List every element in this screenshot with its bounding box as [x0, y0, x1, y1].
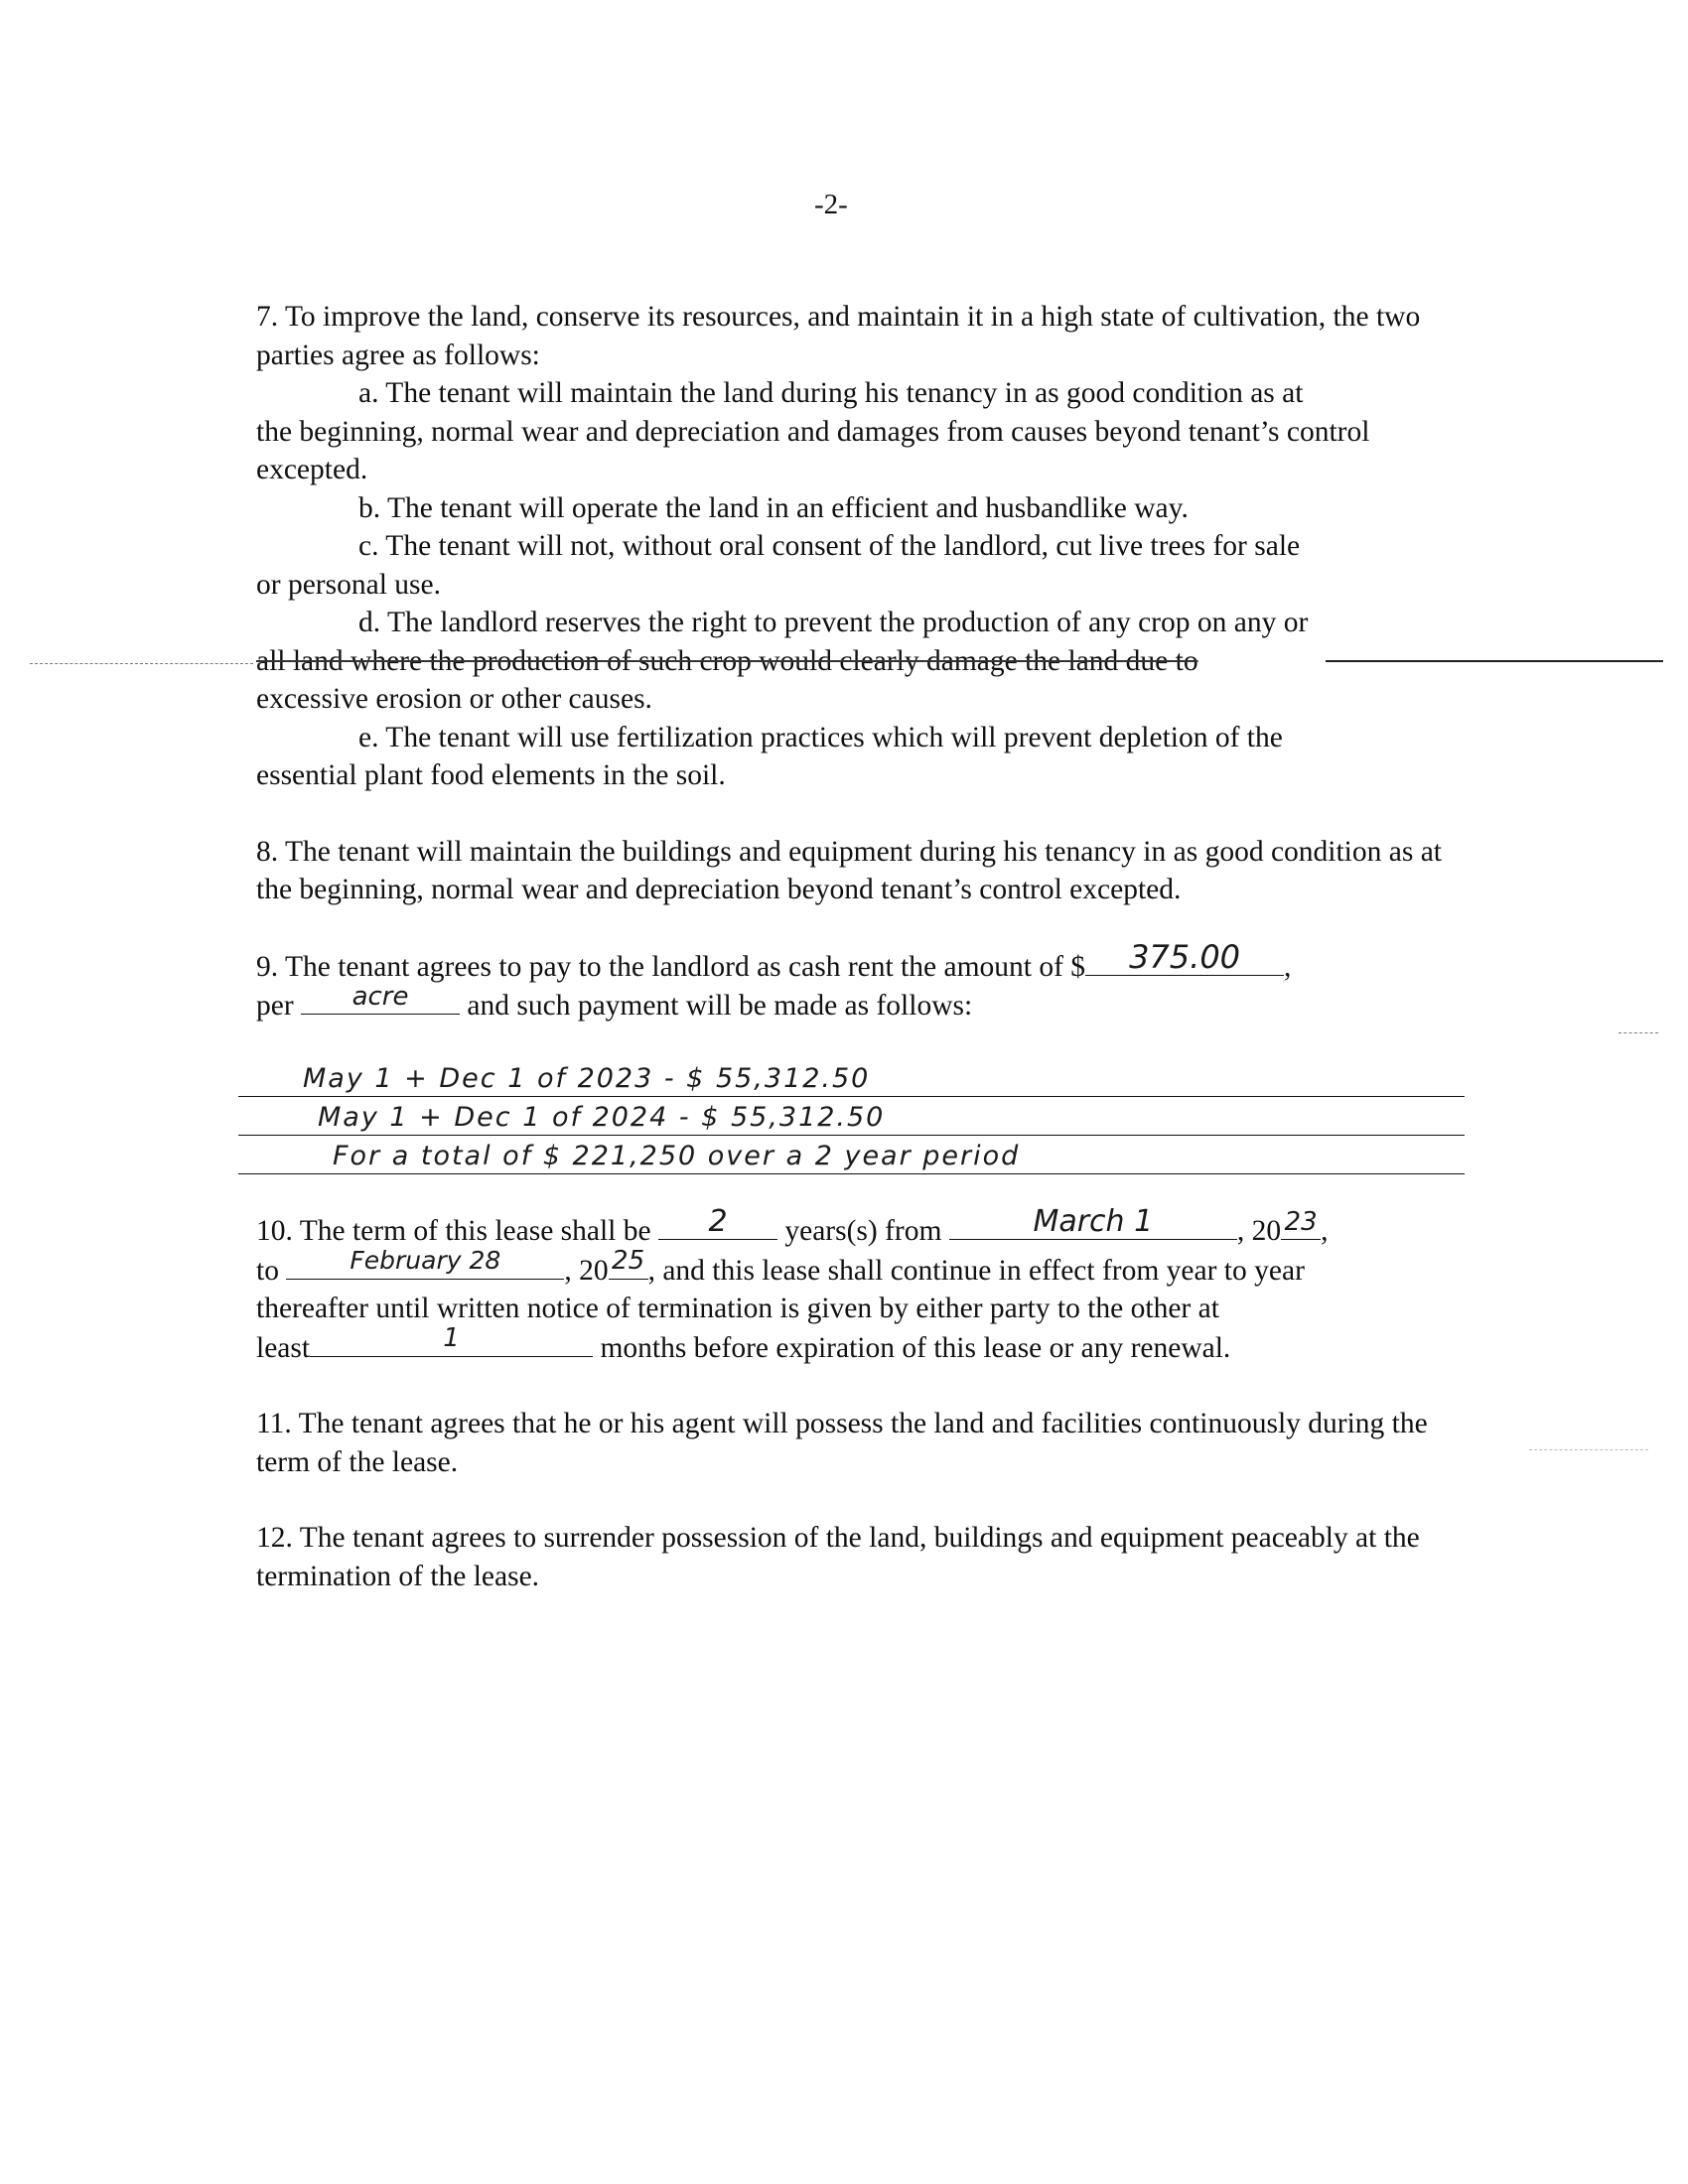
- clause-7e-line1: e. The tenant will use fertilization practices which will prevent depletion of the: [358, 721, 1283, 753]
- section-9-lead: 9. The tenant agrees to pay to the landlord as cash rent the amount of $: [256, 950, 1086, 983]
- rent-unit-value: acre: [352, 981, 409, 1012]
- clause-7d-line3: excessive erosion or other causes.: [256, 683, 652, 715]
- payment-line-2[interactable]: [238, 1099, 1465, 1136]
- rent-unit-field[interactable]: [301, 981, 460, 1015]
- clause-7d-line2-struck: all land where the production of such crop would clearly damage the land due to: [256, 644, 1198, 677]
- clause-7e-line2: essential plant food elements in the soil.: [256, 759, 726, 791]
- term-years-field[interactable]: [658, 1203, 777, 1240]
- rent-amount-field[interactable]: [1085, 938, 1284, 976]
- start-date-field[interactable]: [949, 1203, 1237, 1240]
- section-7-intro: 7. To improve the land, conserve its resources, and maintain it in a high state of cultivation, the two parties agree as follows:: [256, 301, 1421, 371]
- payment-line-3-text: For a total of $ 221,250 over a 2 year period: [333, 1141, 1021, 1171]
- start-date-value: March 1: [1033, 1203, 1154, 1239]
- payment-line-3[interactable]: [238, 1138, 1465, 1174]
- per-label: per: [256, 990, 294, 1022]
- continuation-text: , and this lease shall continue in effect from year to year: [647, 1254, 1305, 1287]
- clause-7c-line2: or personal use.: [256, 568, 441, 601]
- termination-notice-text: thereafter until written notice of termination is given by either party to the other at: [256, 1293, 1219, 1324]
- payment-line-1[interactable]: [238, 1060, 1465, 1097]
- payment-line-1-text: May 1 + Dec 1 of 2023 - $ 55,312.50: [303, 1063, 871, 1094]
- notice-months-field[interactable]: [310, 1323, 593, 1357]
- to-label: to: [256, 1254, 279, 1287]
- scan-mark-right-3: [1529, 1449, 1648, 1450]
- section-7: [256, 298, 1458, 795]
- start-year-value: 23: [1284, 1206, 1318, 1237]
- clause-7a-line1: a. The tenant will maintain the land during his tenancy in as good condition as at: [358, 377, 1304, 409]
- months-before-text: months before expiration of this lease or any renewal.: [600, 1331, 1231, 1364]
- section-12: 12. The tenant agrees to surrender possession of the land, buildings and equipment peaceably at the termination of the lease.: [256, 1522, 1420, 1592]
- clause-7b: b. The tenant will operate the land in an efficient and husbandlike way.: [358, 491, 1189, 524]
- section-11: 11. The tenant agrees that he or his agent will possess the land and facilities continuously during the term of the lease.: [256, 1408, 1428, 1478]
- end-year-value: 25: [612, 1246, 645, 1276]
- lease-page-body: [256, 298, 1458, 1025]
- lease-page-body-lower: [256, 1203, 1458, 1595]
- clause-7a-line2: the beginning, normal wear and depreciation and damages from causes beyond tenant’s control excepted.: [256, 415, 1370, 485]
- section-10: 10. The term of this lease shall be 2 years(s) from March 1 , 20 23 , to February 28 , 20 25 , and this lease shall continue in effect from year to year thereafter until written notice of termination is given by either party to the other at least 1 months before expiration of this lease or any renewal.: [256, 1211, 1458, 1367]
- end-year-prefix: , 20: [564, 1254, 609, 1287]
- clause-7d-line1: d. The landlord reserves the right to prevent the production of any crop on any or: [358, 607, 1309, 638]
- scan-mark-left: [30, 663, 253, 664]
- start-year-prefix: , 20: [1236, 1215, 1282, 1247]
- end-date-value: February 28: [350, 1246, 501, 1275]
- least-label: least: [256, 1331, 311, 1364]
- payment-follows-label: and such payment will be made as follows:: [467, 990, 973, 1022]
- section-9: 9. The tenant agrees to pay to the landlord as cash rent the amount of $ 375.00 , per acre and such payment will be made as follows:: [256, 938, 1292, 1022]
- page-number: -2-: [814, 189, 848, 220]
- section-8: 8. The tenant will maintain the buildings and equipment during his tenancy in as good condition as at the beginning, normal wear and depreciation beyond tenant’s control excepted.: [256, 835, 1442, 905]
- end-date-field[interactable]: [286, 1246, 564, 1280]
- start-year-field[interactable]: [1281, 1206, 1321, 1240]
- rent-amount-value: 375.00: [1129, 938, 1241, 976]
- scan-mark-right-2: [1618, 1032, 1658, 1033]
- end-year-field[interactable]: [609, 1246, 648, 1280]
- notice-months-value: 1: [443, 1323, 460, 1353]
- term-years-value: 2: [708, 1203, 728, 1239]
- years-from-label: years(s) from: [784, 1215, 942, 1247]
- term-label: 10. The term of this lease shall be: [256, 1215, 651, 1247]
- clause-7c-line1: c. The tenant will not, without oral consent of the landlord, cut live trees for sale: [358, 530, 1301, 562]
- payment-line-2-text: May 1 + Dec 1 of 2024 - $ 55,312.50: [318, 1102, 886, 1133]
